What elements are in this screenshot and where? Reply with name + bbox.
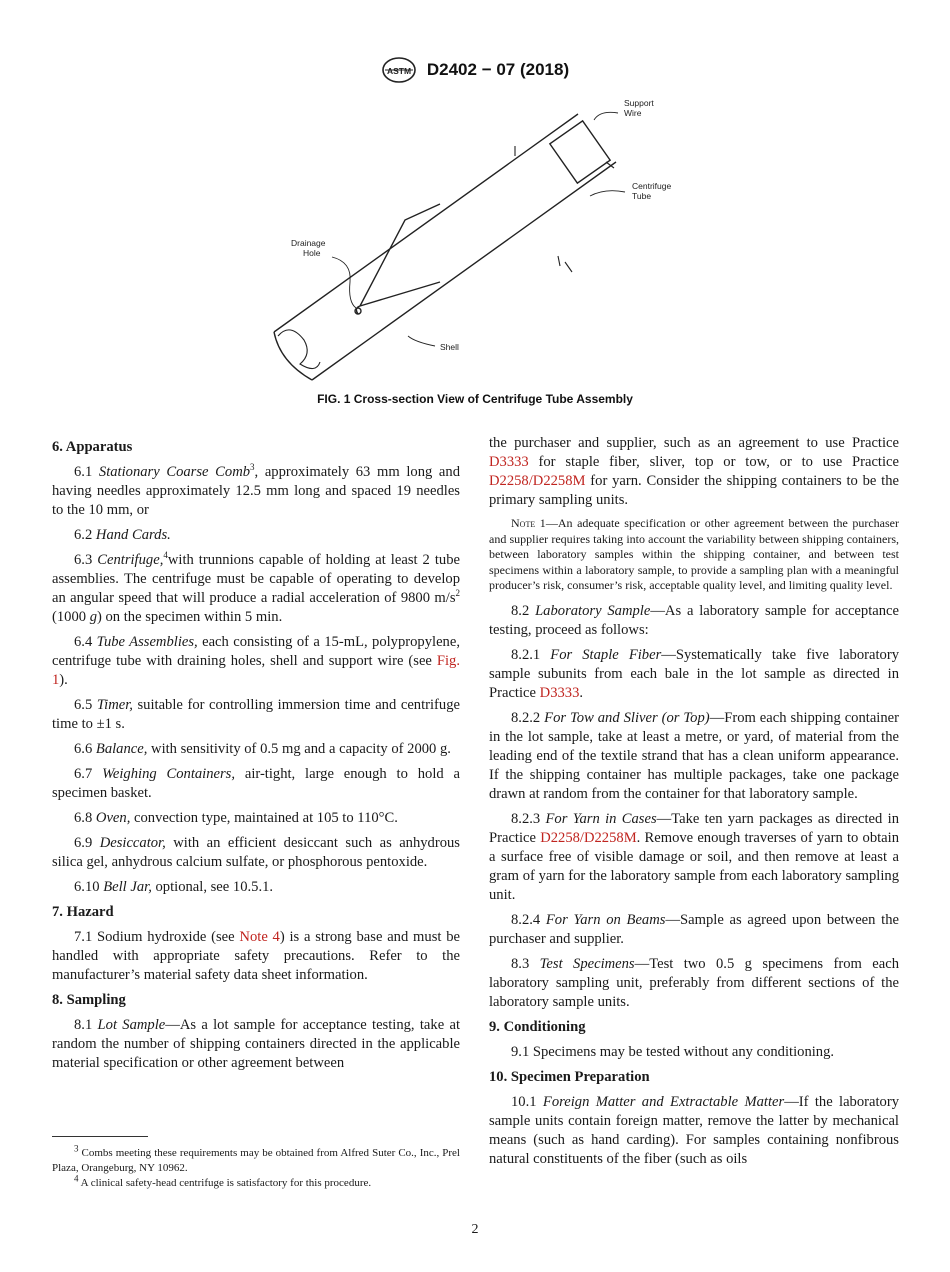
section-7-heading: 7. Hazard xyxy=(52,904,114,920)
figure-caption: FIG. 1 Cross-section View of Centrifuge Tube Assembly xyxy=(317,392,633,406)
para-8-1: 8.1 Lot Sample—As a lot sample for acceptance testing, take at random the number of shipping containers directed in the applicable material specification or other agreement between xyxy=(52,1017,460,1071)
page-number: 2 xyxy=(471,1222,479,1237)
d2258-link-2[interactable]: D2258/D2258M xyxy=(540,829,637,846)
para-6-2: 6.2 Hand Cards. xyxy=(74,527,171,543)
note-1: Note 1—An adequate specification or other agreement between the purchaser and supplier requires taking into account the variability between shipping containers, between laboratory samples within the shipping container, and between test specimens within a laboratory sample, to provide a sampling plan with a meaningful producer’s risk, consumer’s risk, acceptable quality level, and limiting quality level. xyxy=(489,516,900,592)
para-10-1: 10.1 Foreign Matter and Extractable Matter—If the laboratory sample units contain foreign matter, remove the latter by mechanical means (such as hand carding). For samples containing nonfibrous natural constituents of the fiber (such as oils xyxy=(489,1093,899,1167)
para-6-10: 6.10 Bell Jar, optional, see 10.5.1. xyxy=(74,879,274,895)
para-6-7: 6.7 Weighing Containers, air-tight, large enough to hold a specimen basket. xyxy=(52,766,460,801)
para-8-2-2: 8.2.2 For Tow and Sliver (or Top)—From each shipping container in the lot sample, take at least a metre, or yard, of material from the leading end of the textile strand that has a clean uniform appearance. If the shipping container has multiple packages, take one package drawn at random from the container for that laboratory sample. xyxy=(489,709,899,802)
para-8-2-3: 8.2.3 For Yarn in Cases—Take ten yarn packages as directed in Practice D2258/D2258M. Remove enough traverses of yarn to obtain a surface free of visible damage or soil, and then remove at least a gram of yarn for the laboratory sample from each laboratory sampling unit. xyxy=(489,810,900,903)
para-6-4: 6.4 Tube Assemblies, each consisting of a 15-mL, polypropylene, centrifuge tube with draining holes, shell and support wire (see Fig. 1). xyxy=(52,634,460,688)
para-6-3: 6.3 Centrifuge,$^4$with trunnions capable of holding at least 2 tube assemblies. The centrifuge must be capable of operating to develop an angular speed that will produce a radial acceleration of 9800 $m/s^2$ (1000 g) on the specimen within 5 min. xyxy=(52,550,460,625)
para-6-6: 6.6 Balance, with sensitivity of 0.5 mg and a capacity of 2000 g. xyxy=(74,741,451,757)
d3333-link[interactable]: D3333 xyxy=(489,454,529,470)
note-4-link[interactable]: Note 4 xyxy=(239,929,280,945)
astm-logo-icon xyxy=(381,56,417,84)
section-9-heading: 9. Conditioning xyxy=(489,1018,586,1035)
section-8-heading: 8. Sampling xyxy=(52,992,126,1008)
para-8-2: 8.2 Laboratory Sample—As a laboratory sample for acceptance testing, proceed as follows: xyxy=(489,602,899,638)
para-8-2-4: 8.2.4 For Yarn on Beams—Sample as agreed upon between the purchaser and supplier. xyxy=(489,911,899,947)
d3333-link-2[interactable]: D3333 xyxy=(539,684,580,701)
shell-wave xyxy=(278,330,320,369)
support-wire-label-1: Support xyxy=(624,98,654,108)
para-6-1: 6.1 Stationary Coarse Comb$^3$, approximately 63 mm long and having needles approximately 12.5 mm long and spaced 19 needles to the 10 mm, or xyxy=(52,462,460,518)
shell-label: Shell xyxy=(440,342,459,352)
para-8-3: 8.3 Test Specimens—Test two 0.5 g specimens from each laboratory sampling unit, preferably from different sections of the laboratory sample units. xyxy=(489,955,899,1010)
page-header xyxy=(0,56,950,84)
para-6-8: 6.8 Oven, convection type, maintained at 105 to 110°C. xyxy=(74,810,398,826)
para-7-1: 7.1 Sodium hydroxide (see Note 4) is a strong base and must be handled with appropriate safety precautions. Refer to the manufacturer’s material safety data sheet information. xyxy=(52,929,460,983)
right-column xyxy=(489,434,899,1175)
centrifuge-tube-label-2: Tube xyxy=(632,191,652,201)
section-10-heading: 10. Specimen Preparation xyxy=(489,1068,650,1085)
drainage-hole-label-2: Hole xyxy=(303,248,321,258)
section-6-heading: 6. Apparatus xyxy=(52,439,133,455)
para-6-9: 6.9 Desiccator, with an efficient desiccant such as anhydrous silica gel, anhydrous calcium sulfate, or phosphorous pentoxide. xyxy=(52,835,460,870)
support-wire-label-2: Wire xyxy=(624,108,642,118)
left-column xyxy=(52,434,460,1079)
para-6-5: 6.5 Timer, suitable for controlling immersion time and centrifuge time to ±1 s. xyxy=(52,697,460,732)
centrifuge-tube-figure xyxy=(260,92,680,392)
footnote-divider xyxy=(52,1136,148,1137)
footnotes xyxy=(52,1143,460,1191)
drainage-hole-label-1: Drainage xyxy=(291,238,326,248)
para-8-2-1: 8.2.1 For Staple Fiber—Systematically take five laboratory sample subunits from each bale in the lot sample as directed in Practice D3333. xyxy=(489,646,899,701)
para-8-1-continued: the purchaser and supplier, such as an agreement to use Practice D3333 for staple fiber, sliver, top or tow, or to use Practice D2258/D2258M for yarn. Consider the shipping containers to be the primary sampling units. xyxy=(489,435,899,508)
centrifuge-tube-leader xyxy=(590,191,625,196)
shell-leader xyxy=(408,336,435,346)
footnote-3: $^3$ Combs meeting these requirements may be obtained from Alfred Suter Co., Inc., Prel Plaza, Orangeburg, NY 10962. xyxy=(52,1143,460,1174)
footnote-4: $^4$ A clinical safety-head centrifuge is satisfactory for this procedure. xyxy=(74,1173,372,1189)
support-wire-frame xyxy=(550,121,610,183)
fig-1-link[interactable]: Fig. 1 xyxy=(52,653,460,688)
d2258-link[interactable]: D2258/D2258M xyxy=(489,473,586,489)
para-9-1: 9.1 Specimens may be tested without any conditioning. xyxy=(511,1043,835,1060)
centrifuge-tube-label-1: Centrifuge xyxy=(632,181,672,191)
logo-text: ASTM xyxy=(386,66,411,76)
document-designation: D2402 − 07 (2018) xyxy=(426,60,570,79)
support-wire-leader xyxy=(594,112,618,120)
